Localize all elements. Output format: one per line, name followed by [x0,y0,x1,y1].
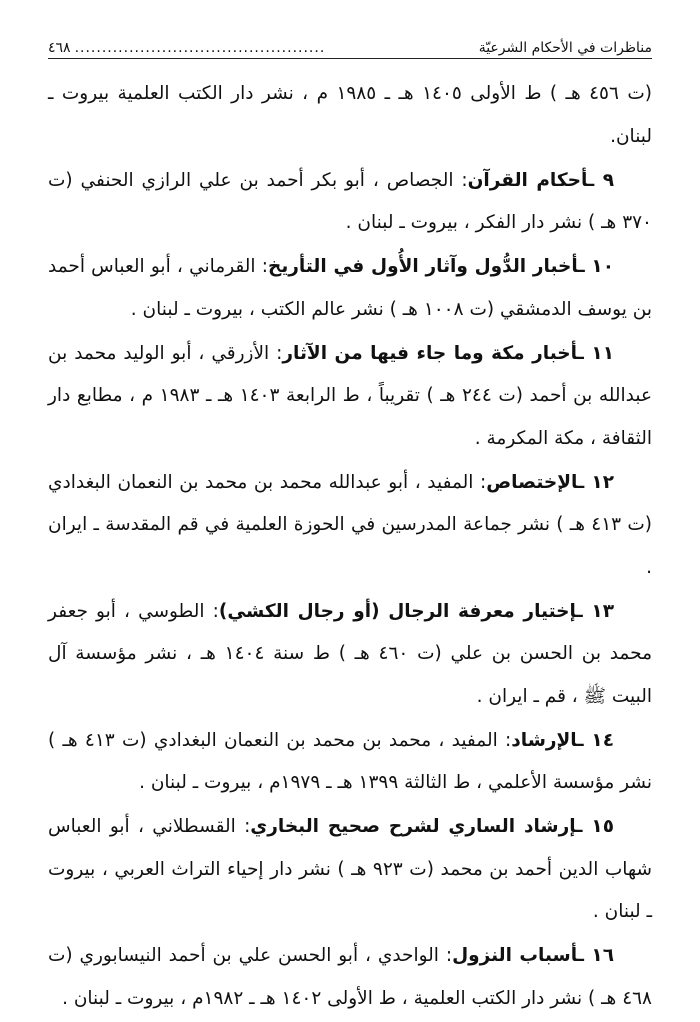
entry-title: ١١ ـأخبار مكة وما جاء فيها من الآثار [282,342,614,364]
bibliography-list [48,73,652,1020]
bibliography-entry [48,806,652,934]
entry-text: : القسطلاني ، أبو العباس شهاب الدين أحمد بن محمد (ت ٩٢٣ هـ ) نشر دار إحياء التراث العربي ، بيروت ـ لبنان . [48,816,652,922]
bibliography-entry [48,333,652,461]
entry-text: : الجصاص ، أبو بكر أحمد بن علي الرازي الحنفي (ت ٣٧٠ هـ ) نشر دار الفكر ، بيروت ـ لبنان . [48,169,652,233]
entry-title: ١٥ ـإرشاد الساري لشرح صحيح البخاري [250,816,614,837]
entry-text: : الواحدي ، أبو الحسن علي بن أحمد النيسابوري (ت ٤٦٨ هـ ) نشر دار الكتب العلمية ، ط الأولى ١٤٠٢ هـ ـ ١٩٨٢م ، بيروت ـ لبنان . [48,945,652,1009]
entry-title: ١٣ ـإختيار معرفة الرجال (أو رجال الكشي) [218,600,614,622]
entry-title: ٩ ـأحكام القرآن [467,169,614,191]
entry-text: : الأزرقي ، أبو الوليد محمد بن عبدالله بن أحمد (ت ٢٤٤ هـ ) تقريباً ، ط الرابعة ١٤٠٣ هـ ـ ١٩٨٣ م ، مطابع دار الثقافة ، مكة المكرمة . [48,342,653,449]
bibliography-entry [48,160,652,245]
bibliography-entry [48,720,652,805]
entry-title: ١٠ ـأخبار الدُّول وآثار الأُول في التأريخ [267,256,614,277]
entry-title: ١٤ ـالإرشاد [511,729,614,751]
entry-title: ١٦ ـأسباب النزول [452,945,614,966]
entry-text: : الطوسي ، أبو جعفر محمد بن الحسن بن علي (ت ٤٦٠ هـ ) ط سنة ١٤٠٤ هـ ، نشر مؤسسة آل البيت ﷺ ، قم ـ ايران . [48,600,652,707]
bibliography-entry [48,591,652,719]
leader-dots: .............................................. [74,40,326,56]
entry-text: : المفيد ، محمد بن محمد بن النعمان البغدادي (ت ٤١٣ هـ ) نشر مؤسسة الأعلمي ، ط الثالثة ١٣٩٩ هـ ـ ١٩٧٩م ، بيروت ـ لبنان . [48,729,652,793]
entry-text: : القرماني ، أبو العباس أحمد بن يوسف الدمشقي (ت ١٠٠٨ هـ ) نشر عالم الكتب ، بيروت ـ لبنان . [48,256,652,320]
book-page [48,28,652,1022]
page-number: ٤٦٨ [48,40,71,56]
continuation-text: (ت ٤٥٦ هـ ) ط الأولى ١٤٠٥ هـ ـ ١٩٨٥ م ، نشر دار الكتب العلمية بيروت ـ لبنان. [48,83,652,147]
bibliography-entry [48,935,652,1020]
entry-text: : المفيد ، أبو عبدالله محمد بن محمد بن النعمان البغدادي (ت ٤١٣ هـ ) نشر جماعة المدرسين في الحوزة العلمية في قم المقدسة ـ ايران . [48,471,653,578]
running-header [48,28,652,59]
bibliography-entry [48,462,652,590]
bibliography-entry [48,246,652,331]
entry-title: ١٢ ـالإختصاص [486,471,615,493]
book-title: مناظرات في الأحكام الشرعيّة [478,40,652,56]
